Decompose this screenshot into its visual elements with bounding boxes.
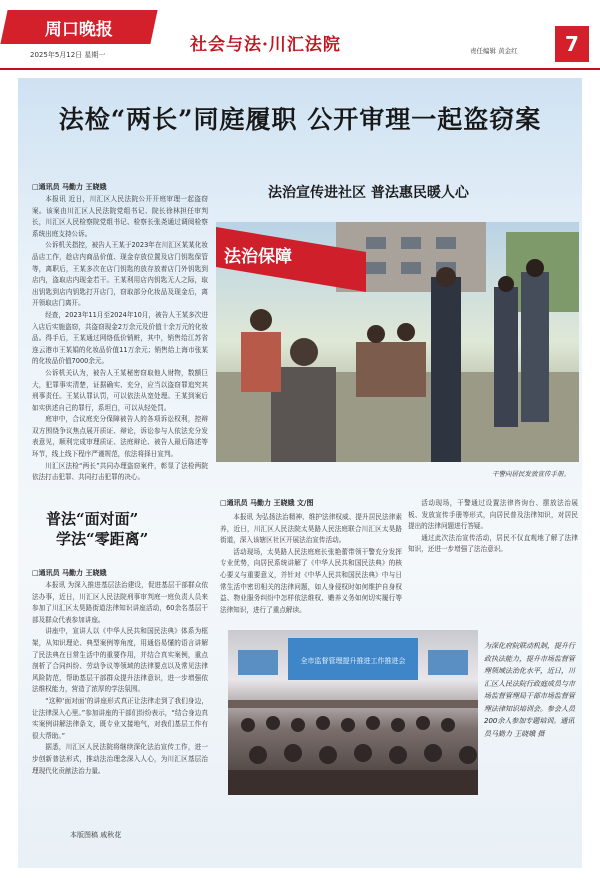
trial-paragraph: 公诉机关认为，被告人王某秘密窃取他人财物，数额巨大，犯罪事实清楚，证据确实、充分，应当以盗窃罪追究其刑事责任。王某认罪认罚，可以依法从宽处理。王某到案后如实供述自己的罪行，系坦白，可以从轻处罚。 — [32, 368, 208, 412]
trial-paragraph: 川汇区法检“两长”共同办理盗窃案件，彰显了法检两院依法打击犯罪、共同打击犯罪的决心。 — [32, 461, 208, 482]
masthead-rule — [0, 68, 600, 70]
lecture-byline: □通讯员 马勤力 王晓娥 — [32, 569, 107, 577]
lecture-paragraph: 本报讯 为深入推进基层法治建设，促进基层干部群众依法办事，近日，川汇区人民法院刑事审判庭一庭负责人员来参加了川汇区太昊路街道法律知识讲座活动，60余名基层干部及群众代表参加讲座。 — [32, 581, 208, 624]
community-article-col1 — [220, 512, 402, 616]
lecture-paragraph: 讲座中，宣讲人以《中华人民共和国民法典》体系为框架，从知识理论、典型案例等角度，用通俗易懂的语言讲解了民法典在日常生活中的重要作用，并结合真实案例，重点剖析了合同纠纷、劳动争议等领域的法律要点以及常见法律风险防范，帮助基层干部群众提升法律意识，进一步增强依法维权能力，营造了浓厚的学法氛围。 — [32, 627, 208, 694]
meeting-caption: 为深化府院联动机制，提升行政执法能力，提升市场监督管理领域法治化水平，近日，川汇区人民法院行政庭成员与市场监督管理局干部市场监督管理法律知识培训会。参会人员200余人参加专题培训。通讯员马勤力 王晓娥 摄 — [484, 642, 575, 738]
community-paragraph: 活动现场，太昊路人民法庭庭长张艳蕾带领干警充分发挥专业优势，向居民系统讲解了《中华人民共和国民法典》的核心要义与重要意义，并针对《中华人民共和国民法典》中与日常生活中密切相关的法律问题，如人身侵权时如何维护自身权益、物业服务纠纷中怎样依法维权、赡养义务如何切实履行等法律知识，进行了重点解读。 — [220, 547, 402, 614]
issue-date: 2025年5月12日 星期一 — [30, 51, 106, 59]
section-title: 社会与法·川汇法院 — [190, 35, 341, 55]
trial-byline: □通讯员 马勤力 王晓娥 — [32, 183, 107, 191]
lecture-paragraph: 据悉，川汇区人民法院将继续深化法治宣传工作，进一步创新普法形式，推动法治理念深入人心，为川汇区基层治理现代化贡献法治力量。 — [32, 743, 208, 775]
banner-text: 法治保障 — [224, 247, 292, 267]
meeting-screen-title: 全市监督管理提升推进工作推进会 — [300, 657, 406, 665]
community-byline: □通讯员 马勤力 王晓娥 文/图 — [220, 499, 314, 507]
community-paragraph: 通过此次法治宣传活动，居民不仅直观地了解了法律知识，还进一步增强了法治意识。 — [408, 533, 578, 554]
editor-credit: 责任编辑 黄金红 — [470, 47, 518, 55]
trial-article — [32, 194, 208, 484]
trial-paragraph: 本报讯 近日，川汇区人民法院公开开庭审理一起盗窃案。该案由川汇区人民法院党组书记、院长徐林担任审判长，川汇区人民检察院党组书记、检察长张尧通过调阅检察系统出庭支持公诉。 — [32, 195, 208, 238]
lecture-paragraph: “这种‘面对面’的讲座形式真正让法律走到了我们身边，让法律深入心里。”参加讲座的干部们纷纷表示，“结合身边真实案例讲解法律条文，既专业又接地气，对我们基层工作有很大帮助。” — [32, 696, 208, 740]
community-heading: 法治宣传进社区 普法惠民暖人心 — [268, 185, 469, 201]
trial-paragraph: 庭审中，合议庭充分保障被告人的各项诉讼权利，控辩双方围绕争议焦点展开质证、辩论，诉讼参与人依法充分发表意见，顺利完成审理质证、法庭辩论、被告人最后陈述等环节，线上线下程序严谨规范，依法将择日宣判。 — [32, 415, 208, 459]
community-article-col2 — [408, 498, 578, 556]
community-paragraph: 活动现场，干警通过设置法律咨询台、摆放法治展板、发放宣传手册等形式，向居民普及法律知识，对居民提出的法律问题进行答疑。 — [408, 499, 578, 531]
meeting-photo — [228, 630, 478, 795]
community-paragraph: 本报讯 为弘扬法治精神、维护法律权威、提升居民法律素养，近日，川汇区人民法院太昊路人民法庭联合川汇区太昊路街道，深入该辖区社区开展法治宣传活动。 — [220, 513, 402, 545]
lecture-heading-2: 学法“零距离” — [56, 530, 149, 548]
lecture-heading-1: 普法“面对面” — [46, 510, 139, 528]
newspaper-logo: 周口晚报 — [0, 10, 157, 44]
page-headline: 法检“两长”同庭履职 公开审理一起盗窃案 — [58, 105, 542, 134]
page-footer: 本版图稿 戚秋花 — [70, 831, 122, 839]
trial-paragraph: 经查，2023年11月至2024年10月，被告人王某多次进入店后实施盗窃，共盗窃现金2万余元及价值十余万元的化妆品。得手后，王某通过网络低价销赃，其中，销售给江苏省连云港市王某娟的化妆品价值11万余元；销售给上海市张某的化妆品价值7000余元。 — [32, 310, 208, 366]
community-photo — [216, 222, 579, 462]
community-photo-caption: 干警向居民发放宣传手册。 — [492, 470, 570, 478]
lecture-article — [32, 580, 208, 777]
page-number: 7 — [555, 26, 589, 62]
trial-paragraph: 公诉机关指控，被告人王某于2023年在川汇区某某化妆品店工作，趁店内商品价值、现金存放位置及店门钥匙保管等，离职后，王某多次在店门钥匙的放存放着店门外钥匙到店内，盗取店内现金若干。王某利用店内钥匙无人之际，取出钥匙到店内钥匙打开店门，窃取部分化妆品及现金后，离开领取店门离开。 — [32, 241, 208, 308]
